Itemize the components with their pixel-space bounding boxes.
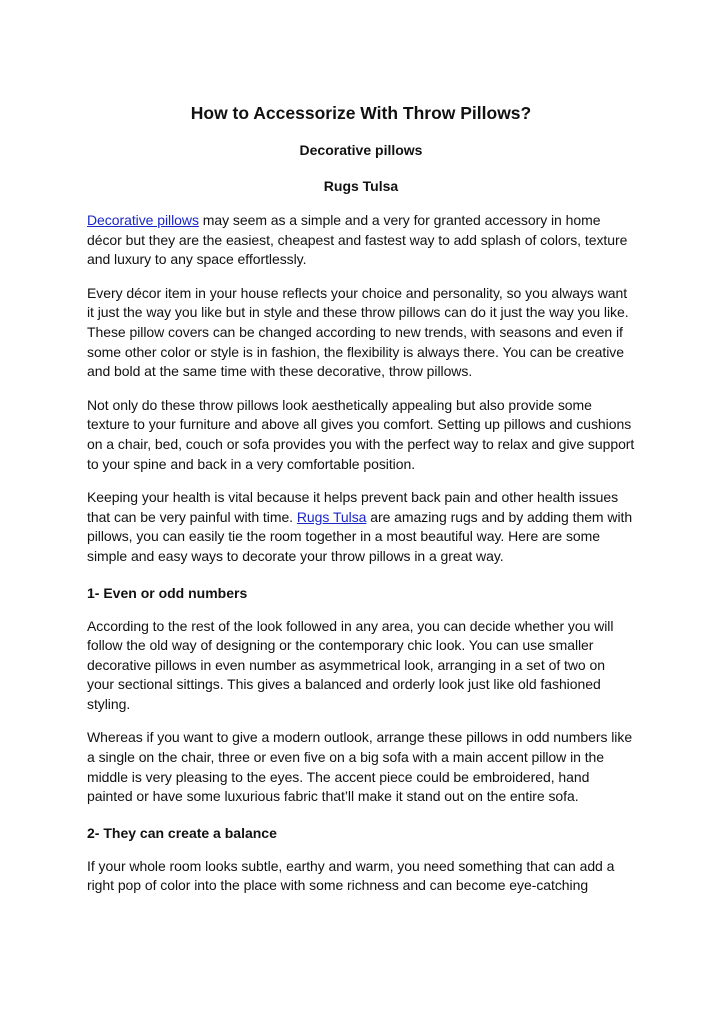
paragraph-intro xyxy=(87,211,635,270)
heading-even-odd: 1- Even or odd numbers xyxy=(87,584,248,601)
paragraph-odd-numbers: Whereas if you want to give a modern outlook, arrange these pillows in odd numbers like a single on the chair, three or even five on a big sofa with a main accent pillow in the middle is very pleasing to the eyes. The accent piece could be embroidered, hand painted or have some luxurious fabric that’ll make it stand out on the entire sofa. xyxy=(87,729,633,805)
paragraph-even-numbers: According to the rest of the look followed in any area, you can decide whether you will follow the old way of designing or the contemporary chic look. You can use smaller decorative pillows in even number as asymmetrical look, arranging in a set of two on your sectional sittings. This gives a balanced and orderly look just like old fashioned styling. xyxy=(87,617,614,712)
paragraph-decor-items: Every décor item in your house reflects your choice and personality, so you always want it just the way you like but in style and these throw pillows can do it just the way you like. These pillow covers can be changed according to new trends, with seasons and even if some other color or style is in fashion, the flexibility is always there. You can be creative and bold at the same time with these decorative, throw pillows. xyxy=(87,284,629,380)
document-title: How to Accessorize With Throw Pillows? xyxy=(190,103,532,123)
paragraph-health-text-after: are amazing rugs and by adding them with pillows, you can easily tie the room together in a most beautiful way. Here are some simple and easy ways to decorate your throw pillows in a great way. xyxy=(87,508,633,564)
paragraph-comfort: Not only do these throw pillows look aesthetically appealing but also provide some texture to your furniture and above all gives you comfort. Setting up pillows and cushions on a chair, bed, couch or sofa provides you with the perfect way to relax and give support to your spine and back in a very comfortable position. xyxy=(87,396,635,472)
heading-balance: 2- They can create a balance xyxy=(87,824,277,841)
paragraph-intro-text: may seem as a simple and a very for granted accessory in home décor but they are the easiest, cheapest and fastest way to add splash of colors, texture and luxury to any space effortlessly. xyxy=(87,212,628,268)
subtitle-decorative-pillows: Decorative pillows xyxy=(299,142,423,158)
rugs-tulsa-link[interactable]: Rugs Tulsa xyxy=(296,508,367,525)
decorative-pillows-link[interactable]: Decorative pillows xyxy=(87,212,199,228)
paragraph-balance: If your whole room looks subtle, earthy and warm, you need something that can add a right pop of color into the place with some richness and can become eye-catching xyxy=(87,857,615,894)
paragraph-health-text-before: Keeping your health is vital because it helps prevent back pain and other health issues that can be very painful with time. xyxy=(87,489,619,525)
document-body xyxy=(87,102,635,896)
paragraph-health xyxy=(87,488,635,566)
subtitle-rugs-tulsa: Rugs Tulsa xyxy=(323,178,399,194)
